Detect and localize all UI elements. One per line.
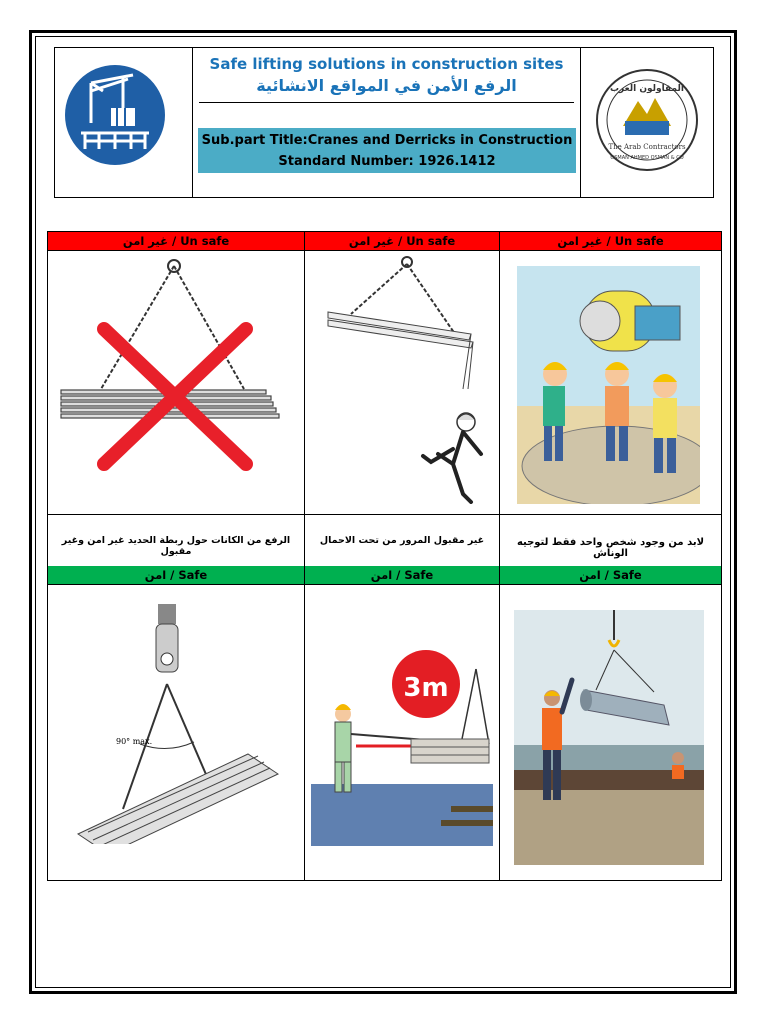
standard-number: Standard Number: 1926.1412 [278, 154, 496, 169]
caption-unsafe-3: لابد من وجود شخص واحد فقط لتوجيه الوناش [516, 537, 705, 559]
walking-under-load-illustration [323, 254, 498, 504]
crane-safety-icon [63, 63, 168, 168]
bar-divider [48, 584, 304, 585]
unsafe-bar: غير امن / Un safe [500, 232, 721, 250]
spreader-sling-safe-illustration [68, 604, 288, 844]
header-left-cell [55, 48, 193, 197]
unsafe-bar: غير امن / Un safe [48, 232, 304, 250]
bar-divider [305, 584, 499, 585]
caption-unsafe-1: الرفع من الكانات حول ربطة الحديد غير امن وغير مقبول [61, 535, 291, 557]
safety-grid [47, 231, 722, 881]
bar-divider [500, 584, 721, 585]
document-header [54, 47, 714, 198]
standard-box [198, 128, 576, 173]
chain-sling-unsafe-illustration [56, 254, 296, 474]
image-divider [305, 514, 499, 515]
angle-annotation: 90° max. [116, 737, 153, 746]
header-right-cell [581, 48, 713, 197]
arab-contractors-logo [593, 66, 701, 174]
image-divider [48, 514, 304, 515]
document-title-ar: الرفع الأمن في المواقع الانشائية [256, 76, 517, 95]
keep-3m-distance-illustration [311, 614, 493, 846]
grid-column-2 [305, 232, 500, 880]
subpart-title: Sub.part Title:Cranes and Derricks in Construction [201, 133, 573, 148]
unsafe-bar: غير امن / Un safe [305, 232, 499, 250]
svg-text:The Arab Contractors: The Arab Contractors [608, 143, 686, 151]
header-title-cell [193, 48, 581, 197]
svg-text:OSMAN AHMED OSMAN & CO: OSMAN AHMED OSMAN & CO [610, 155, 684, 161]
caption-unsafe-2: غير مقبول المرور من تحت الاحمال [319, 535, 485, 546]
title-divider [199, 102, 574, 103]
grid-column-1 [48, 232, 305, 880]
bar-divider [305, 250, 499, 251]
single-signaler-safe-illustration [514, 610, 704, 865]
distance-annotation: 3m [403, 673, 449, 703]
safe-bar: امن / Safe [500, 566, 721, 584]
multiple-signalers-cartoon [517, 266, 700, 504]
image-divider [500, 514, 721, 515]
bar-divider [500, 250, 721, 251]
safe-bar: امن / Safe [48, 566, 304, 584]
grid-column-3 [500, 232, 721, 880]
safe-bar: امن / Safe [305, 566, 499, 584]
bar-divider [48, 250, 304, 251]
document-title-en: Safe lifting solutions in construction sites [209, 55, 564, 73]
svg-text:المقاولون العرب: المقاولون العرب [610, 84, 684, 94]
